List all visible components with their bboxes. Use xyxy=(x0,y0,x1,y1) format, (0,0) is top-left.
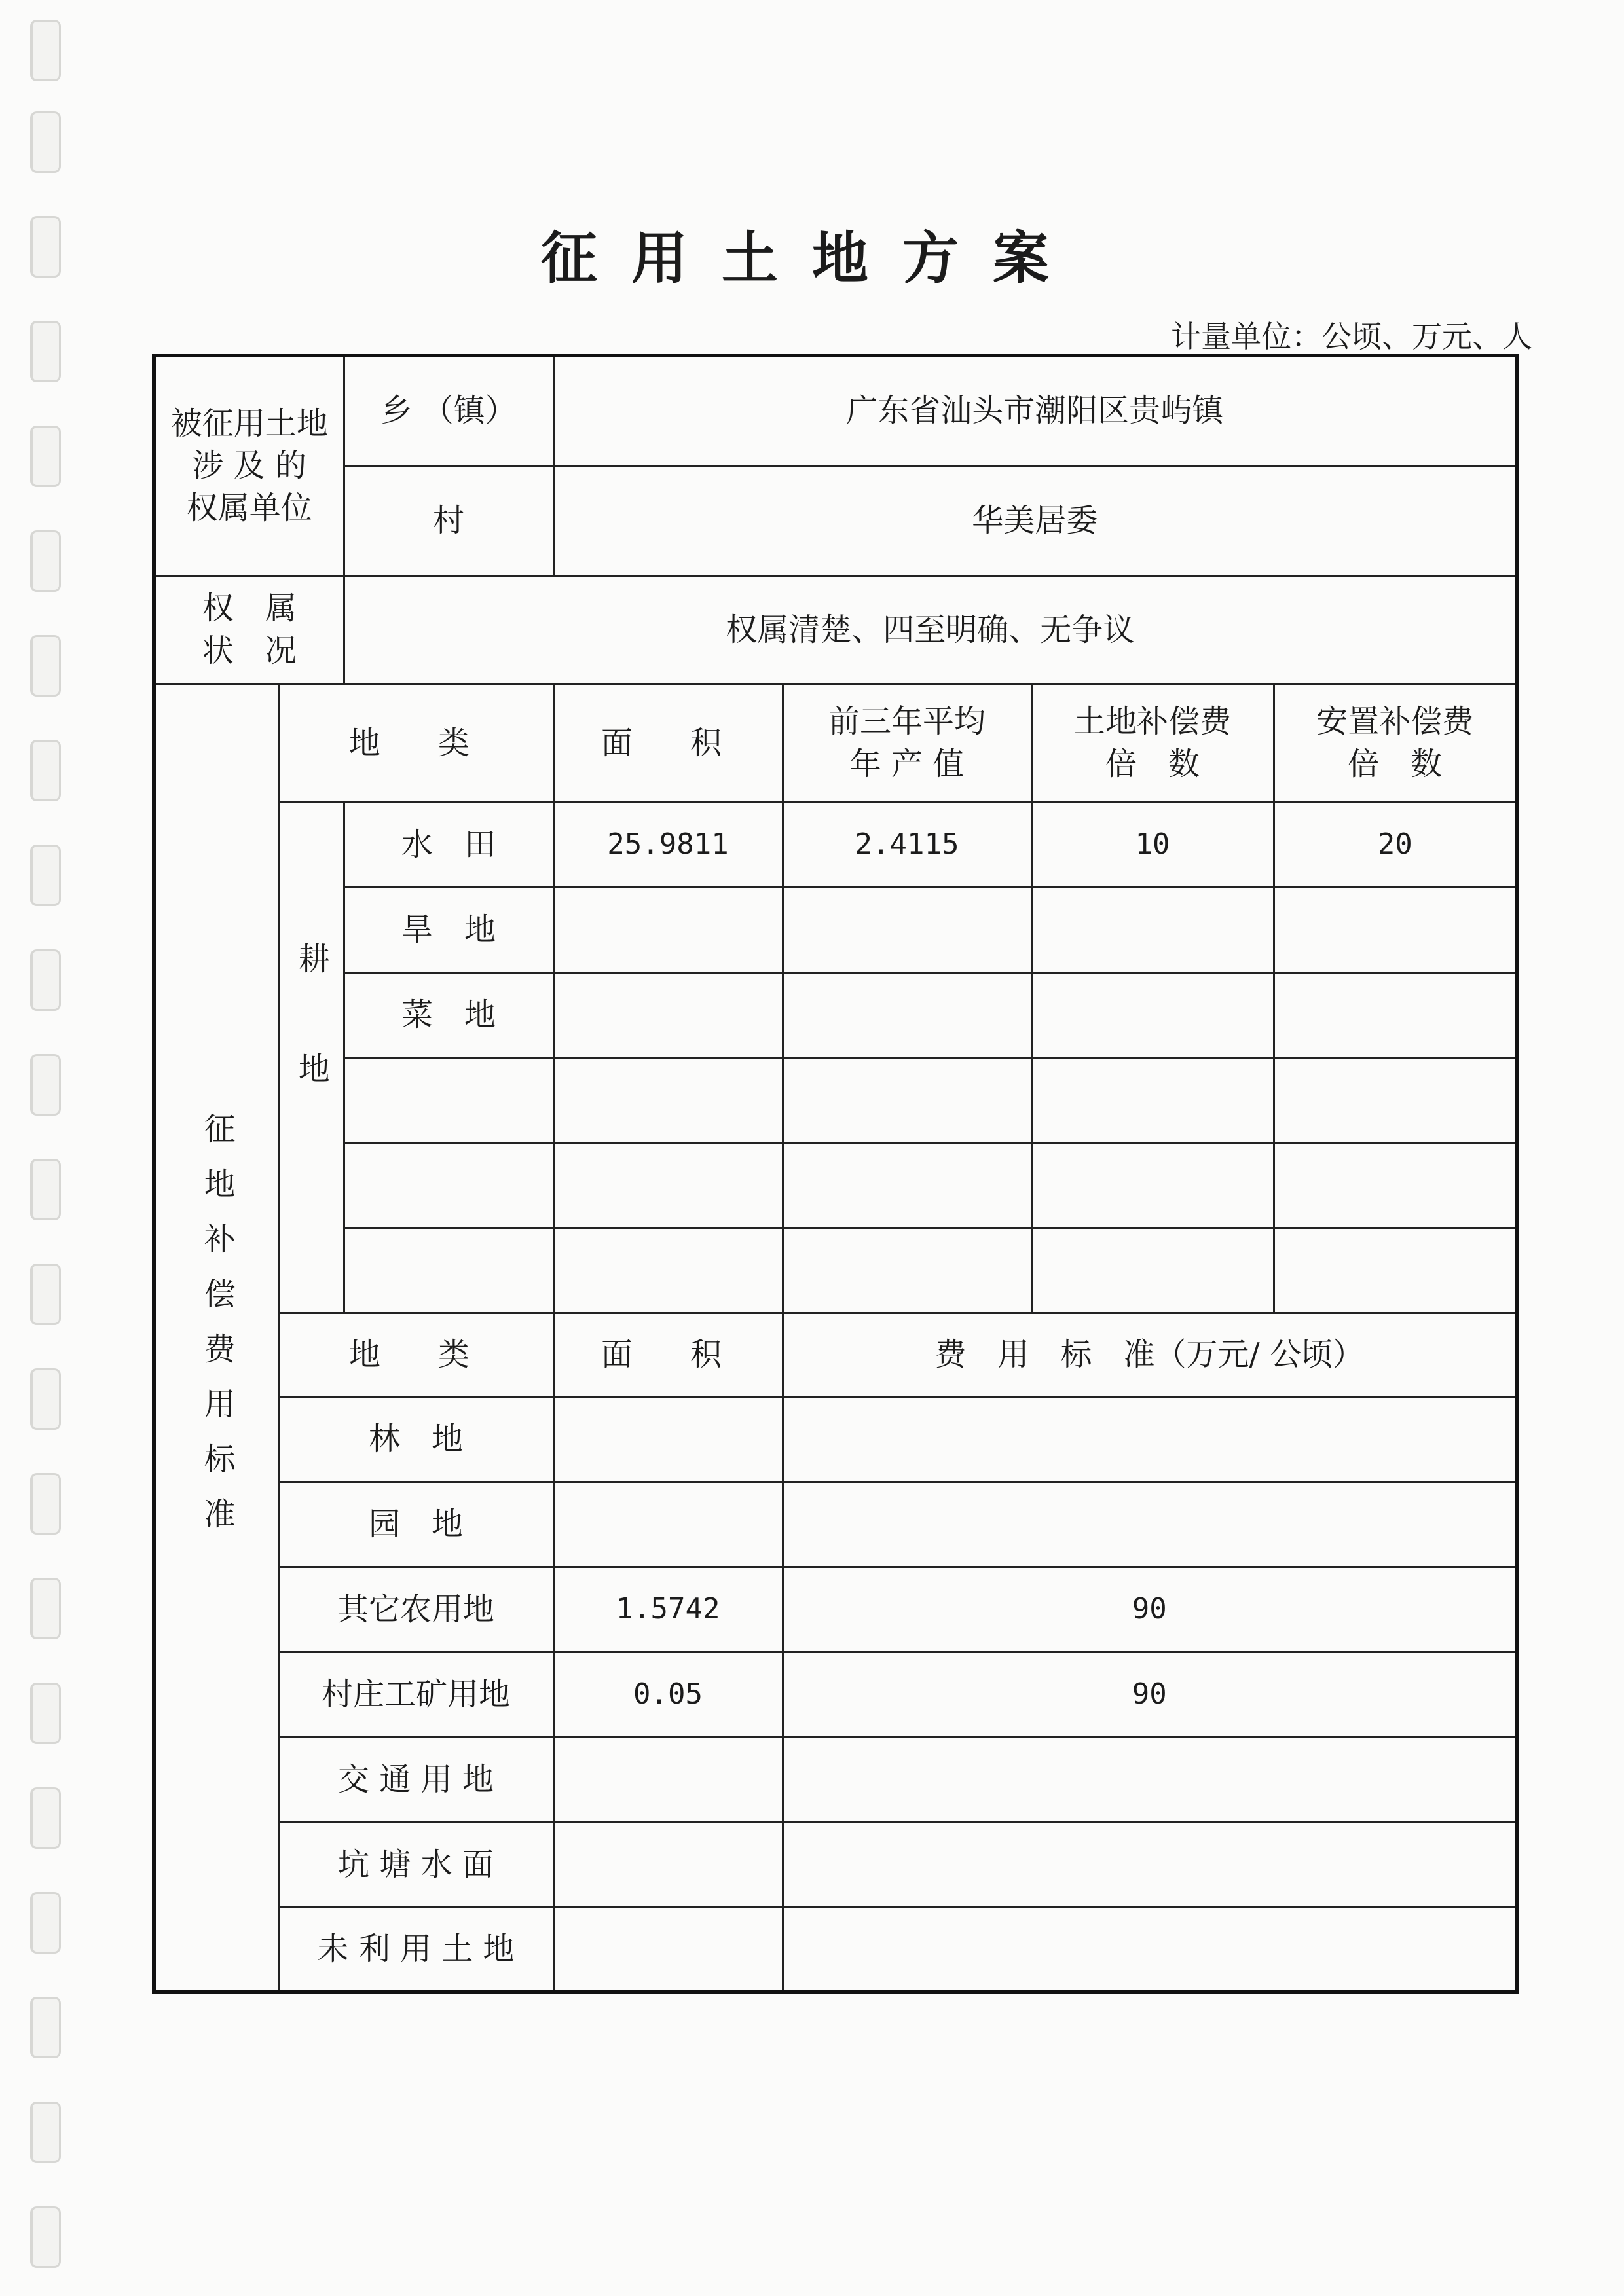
avg-value-cell xyxy=(783,1057,1031,1142)
land-type-cell: 交 通 用 地 xyxy=(278,1737,553,1822)
land-type-cell: 旱 地 xyxy=(344,887,553,972)
cultivated-label xyxy=(278,802,344,1313)
village-value: 华美居委 xyxy=(553,465,1517,575)
other-header-standard: 费 用 标 准（万元/ 公顷） xyxy=(783,1313,1517,1396)
standard-cell xyxy=(783,1482,1517,1567)
ownership-label-line: 涉 及 的 xyxy=(192,447,307,484)
resettle-multiple-cell: 20 xyxy=(1274,802,1517,887)
land-type-cell: 园 地 xyxy=(278,1482,553,1567)
compensation-side-text: 征地补偿费用标准 xyxy=(198,1112,236,1552)
table-row xyxy=(154,1907,1517,1992)
town-value: 广东省汕头市潮阳区贵屿镇 xyxy=(553,355,1517,465)
other-header-area: 面 积 xyxy=(553,1313,783,1396)
resettle-multiple-cell xyxy=(1274,1057,1517,1142)
area-cell xyxy=(553,1396,783,1482)
standard-cell: 90 xyxy=(783,1567,1517,1652)
land-multiple-cell xyxy=(1031,887,1274,972)
ownership-label-line: 被征用土地 xyxy=(170,405,328,442)
header-avg-value xyxy=(783,684,1031,802)
area-cell: 1.5742 xyxy=(553,1567,783,1652)
avg-value-cell xyxy=(783,972,1031,1057)
standard-cell xyxy=(783,1907,1517,1992)
header-land-comp-line: 土地补偿费 xyxy=(1074,703,1232,740)
header-land-comp-line: 倍 数 xyxy=(1105,746,1200,782)
land-multiple-cell xyxy=(1031,1142,1274,1228)
table-row xyxy=(154,1142,1517,1228)
area-cell xyxy=(553,1482,783,1567)
binder-holes xyxy=(0,0,98,2296)
area-cell: 0.05 xyxy=(553,1652,783,1737)
resettle-multiple-cell xyxy=(1274,972,1517,1057)
table-row xyxy=(154,1396,1517,1482)
land-type-cell xyxy=(344,1057,553,1142)
ownership-status-row xyxy=(154,575,1517,684)
ownership-town-row xyxy=(154,355,1517,465)
cultivated-label-text: 耕地 xyxy=(293,941,330,1162)
header-avg-value-line: 年 产 值 xyxy=(849,746,965,782)
document-title: 征用土地方案 xyxy=(541,226,1083,291)
resettle-multiple-cell xyxy=(1274,1228,1517,1313)
standard-cell: 90 xyxy=(783,1652,1517,1737)
village-label: 村 xyxy=(344,465,553,575)
standard-cell xyxy=(783,1396,1517,1482)
table-row xyxy=(154,802,1517,887)
compensation-side-label xyxy=(154,684,278,1992)
land-type-cell: 其它农用地 xyxy=(278,1567,553,1652)
status-label-line: 权 属 xyxy=(202,590,297,627)
table-row xyxy=(154,1482,1517,1567)
standard-cell xyxy=(783,1822,1517,1907)
area-cell xyxy=(553,1057,783,1142)
area-cell: 25.9811 xyxy=(553,802,783,887)
table-row xyxy=(154,972,1517,1057)
table-row xyxy=(154,887,1517,972)
avg-value-cell xyxy=(783,887,1031,972)
unit-note: 计量单位：公顷、万元、人 xyxy=(1171,319,1532,354)
land-multiple-cell xyxy=(1031,1057,1274,1142)
ownership-unit-label xyxy=(154,355,344,575)
avg-value-cell: 2.4115 xyxy=(783,802,1031,887)
table-row xyxy=(154,1567,1517,1652)
resettle-multiple-cell xyxy=(1274,887,1517,972)
ownership-status-label xyxy=(154,575,344,684)
land-type-cell xyxy=(344,1142,553,1228)
standard-cell xyxy=(783,1737,1517,1822)
land-type-cell: 未 利 用 土 地 xyxy=(278,1907,553,1992)
table-row xyxy=(154,1822,1517,1907)
area-cell xyxy=(553,972,783,1057)
other-header-land-type: 地 类 xyxy=(278,1313,553,1396)
ownership-village-row xyxy=(154,465,1517,575)
header-resettle xyxy=(1274,684,1517,802)
land-multiple-cell: 10 xyxy=(1031,802,1274,887)
resettle-multiple-cell xyxy=(1274,1142,1517,1228)
land-multiple-cell xyxy=(1031,1228,1274,1313)
header-land-type: 地 类 xyxy=(278,684,553,802)
header-resettle-line: 倍 数 xyxy=(1348,746,1443,782)
land-type-cell: 林 地 xyxy=(278,1396,553,1482)
header-resettle-line: 安置补偿费 xyxy=(1316,703,1474,740)
town-label: 乡 （镇） xyxy=(344,355,553,465)
avg-value-cell xyxy=(783,1142,1031,1228)
cultivated-header-row xyxy=(154,684,1517,802)
land-type-cell: 村庄工矿用地 xyxy=(278,1652,553,1737)
table-row xyxy=(154,1228,1517,1313)
land-requisition-table xyxy=(152,354,1519,1994)
header-land-comp xyxy=(1031,684,1274,802)
area-cell xyxy=(553,1228,783,1313)
area-cell xyxy=(553,1142,783,1228)
status-label-line: 状 况 xyxy=(202,632,297,669)
ownership-status-value: 权属清楚、四至明确、无争议 xyxy=(344,575,1517,684)
land-multiple-cell xyxy=(1031,972,1274,1057)
land-type-cell: 菜 地 xyxy=(344,972,553,1057)
table-row xyxy=(154,1652,1517,1737)
other-header-row xyxy=(154,1313,1517,1396)
header-avg-value-line: 前三年平均 xyxy=(828,703,986,740)
header-area: 面 积 xyxy=(553,684,783,802)
land-type-cell: 水 田 xyxy=(344,802,553,887)
table-row xyxy=(154,1057,1517,1142)
land-type-cell: 坑 塘 水 面 xyxy=(278,1822,553,1907)
area-cell xyxy=(553,887,783,972)
area-cell xyxy=(553,1907,783,1992)
area-cell xyxy=(553,1737,783,1822)
land-type-cell xyxy=(344,1228,553,1313)
avg-value-cell xyxy=(783,1228,1031,1313)
table-row xyxy=(154,1737,1517,1822)
ownership-label-line: 权属单位 xyxy=(186,490,312,527)
area-cell xyxy=(553,1822,783,1907)
